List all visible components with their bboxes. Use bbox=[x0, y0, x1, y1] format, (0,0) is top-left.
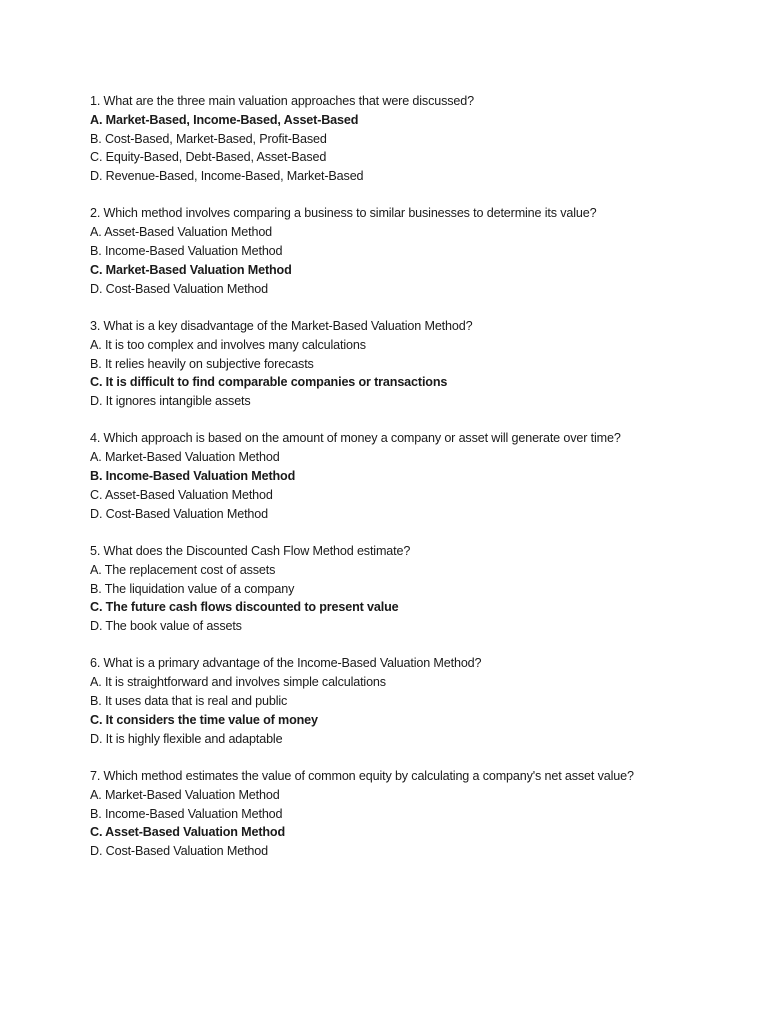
answer-option: C. Asset-Based Valuation Method bbox=[90, 487, 273, 502]
question-prompt: 6. What is a primary advantage of the Income-Based Valuation Method? bbox=[90, 656, 482, 671]
answer-option: A. Market-Based Valuation Method bbox=[90, 787, 280, 802]
question-prompt: 1. What are the three main valuation approaches that were discussed? bbox=[90, 94, 474, 108]
answer-option: D. It is highly flexible and adaptable bbox=[90, 731, 283, 746]
correct-answer-option: A. Market-Based, Income-Based, Asset-Based bbox=[90, 112, 359, 127]
answer-option: B. The liquidation value of a company bbox=[90, 581, 295, 596]
answer-option: D. Cost-Based Valuation Method bbox=[90, 844, 268, 859]
correct-answer-option: C. The future cash flows discounted to present value bbox=[90, 600, 399, 615]
correct-answer-option: C. Asset-Based Valuation Method bbox=[90, 825, 286, 840]
answer-option: D. Cost-Based Valuation Method bbox=[90, 506, 268, 521]
answer-option: D. Revenue-Based, Income-Based, Market-Based bbox=[90, 169, 364, 184]
question-prompt: 4. Which approach is based on the amount of money a company or asset will generate over time? bbox=[90, 431, 621, 446]
answer-option: B. Income-Based Valuation Method bbox=[90, 244, 283, 259]
answer-option: A. The replacement cost of assets bbox=[90, 562, 276, 577]
question-prompt: 7. Which method estimates the value of common equity by calculating a company's net asset value? bbox=[90, 768, 634, 783]
question-2 bbox=[90, 204, 730, 298]
question-prompt: 2. Which method involves comparing a business to similar businesses to determine its value? bbox=[90, 206, 597, 221]
correct-answer-option: C. Market-Based Valuation Method bbox=[90, 262, 292, 277]
question-7 bbox=[90, 767, 730, 861]
question-6 bbox=[90, 654, 730, 748]
question-4 bbox=[90, 429, 730, 523]
answer-option: A. Asset-Based Valuation Method bbox=[90, 225, 273, 240]
answer-option: B. Income-Based Valuation Method bbox=[90, 806, 283, 821]
answer-option: A. It is straightforward and involves simple calculations bbox=[90, 675, 386, 690]
correct-answer-option: C. It considers the time value of money bbox=[90, 712, 318, 727]
question-prompt: 5. What does the Discounted Cash Flow Method estimate? bbox=[90, 543, 411, 558]
question-3 bbox=[90, 317, 730, 411]
question-1 bbox=[90, 92, 730, 186]
answer-option: A. Market-Based Valuation Method bbox=[90, 450, 280, 465]
answer-option: A. It is too complex and involves many calculations bbox=[90, 337, 366, 352]
answer-option: D. Cost-Based Valuation Method bbox=[90, 281, 268, 296]
answer-option: B. It relies heavily on subjective forecasts bbox=[90, 356, 314, 371]
quiz-document bbox=[90, 92, 730, 879]
correct-answer-option: C. It is difficult to find comparable companies or transactions bbox=[90, 375, 448, 390]
answer-option: D. It ignores intangible assets bbox=[90, 394, 251, 409]
question-5 bbox=[90, 542, 730, 636]
correct-answer-option: B. Income-Based Valuation Method bbox=[90, 469, 296, 484]
question-prompt: 3. What is a key disadvantage of the Market-Based Valuation Method? bbox=[90, 318, 473, 333]
answer-option: D. The book value of assets bbox=[90, 619, 242, 634]
answer-option: B. It uses data that is real and public bbox=[90, 694, 288, 709]
answer-option: B. Cost-Based, Market-Based, Profit-Based bbox=[90, 131, 327, 146]
answer-option: C. Equity-Based, Debt-Based, Asset-Based bbox=[90, 150, 327, 165]
